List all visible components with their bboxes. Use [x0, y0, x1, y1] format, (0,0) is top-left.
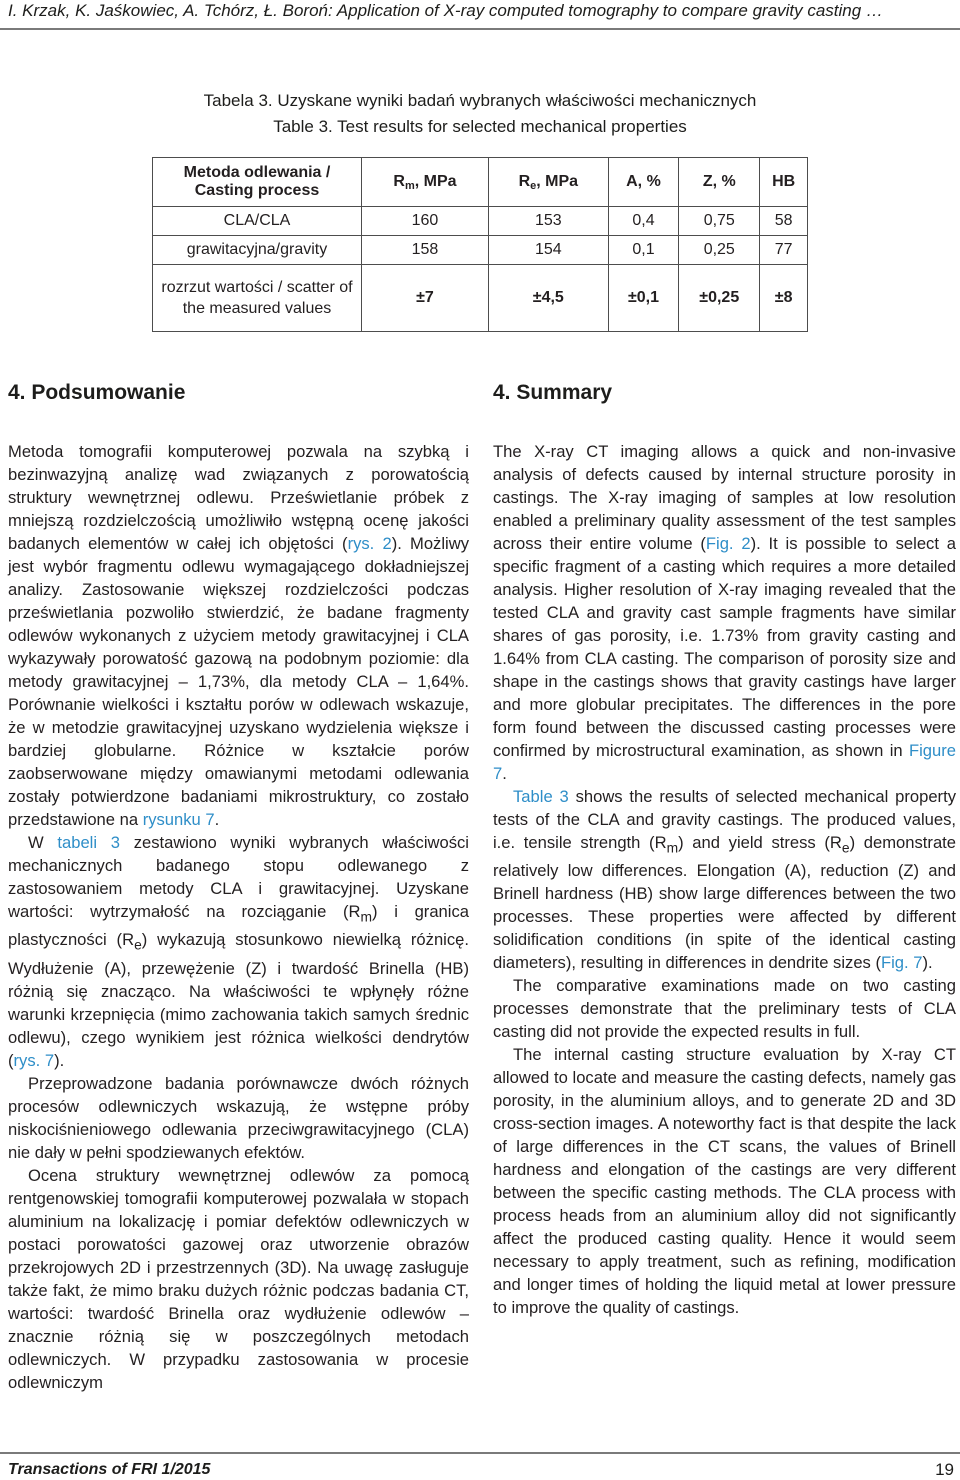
- page-number: 19: [935, 1460, 954, 1479]
- table-row: [153, 236, 808, 265]
- section-title-pl: 4. Podsumowanie: [8, 381, 186, 404]
- cell-re: 153: [488, 207, 608, 236]
- text-run: ).: [54, 1050, 65, 1070]
- cell-re: 154: [488, 236, 608, 265]
- header-re-symbol: R: [518, 172, 531, 190]
- text-run: ) wykazują stosunkowo niewielką różnicę. Wydłużenie (A), przewężenie (Z) i twardość Brinella (HB) różnią się znacząco. Na właściwości te wpłynęły różne warunki krzepnięcia (mimo zachowania takich samych średnic odlewu), czego wynikiem jest różnica wielkości dendrytów (: [8, 930, 469, 1070]
- text-run: W: [28, 833, 58, 852]
- header-z: Z, %: [679, 158, 760, 207]
- cell-z: 0,75: [679, 207, 760, 236]
- cell-rm: 160: [362, 207, 489, 236]
- summary-column-en: [493, 440, 956, 1319]
- header-rm: [362, 158, 489, 207]
- paragraph: Ocena struktury wewnętrznej odlewów za pomocą rentgenowskiej tomografii komputerowej pozwalała w stopach aluminium na lokalizację i pomiar defektów odlewniczych w postaci porowatości gazowej oraz utworzenie obrazów przekrojowych 2D i przestrzennych (3D). Na uwagę zasługuje także fakt, że mimo braku dużych różnic podczas badania CT, wartości: twardość Brinella oraz wydłużenie odlewów – znacznie różnią się w poszczególnych metodach odlewniczych. W przypadku zastosowania w procesie odlewniczym: [8, 1165, 469, 1392]
- text-run: ) and yield stress (R: [678, 833, 842, 852]
- text-run: .: [502, 764, 507, 783]
- text-run: shows the results of selected mechanical property tests of the CLA and gravity castings. The produced values, i.e. tensile strength (R: [493, 787, 956, 852]
- figure-reference-link[interactable]: rysunku 7: [142, 810, 215, 829]
- running-title: I. Krzak, K. Jaśkowiec, A. Tchórz, Ł. Boroń: Application of X-ray computed tomography to compare gravity casting …: [8, 1, 883, 20]
- text-run: The X-ray CT imaging allows a quick and non-invasive analysis of defects caused by internal structure porosity in castings. The X-ray imaging of samples at low resolution enabled a preliminary quality assessment of the test samples across their entire volume (: [493, 442, 956, 553]
- text-run: ). It is possible to select a specific fragment of a casting which requires a more detailed analysis. Higher resolution of X-ray imaging revealed that the tested CLA and gravity cast sample fragments have similar shares of gas porosity, i.e. 1.73% from gravity casting and 1.64% from CLA casting. The comparison of porosity size and shape in the castings shows that gravity castings have larger and more globular precipitates. The differences in the pore form found between the discussed casting processes were confirmed by microstructural examination, as shown in: [493, 534, 956, 760]
- cell-hb: ±8: [760, 265, 808, 332]
- header-rm-unit: , MPa: [414, 172, 457, 190]
- table-caption-en: Table 3. Test results for selected mechanical properties: [273, 117, 687, 136]
- table-caption-pl: Tabela 3. Uzyskane wyniki badań wybranych właściwości mechanicznych: [203, 91, 757, 110]
- text-run: ) i granica plastyczności (R: [8, 902, 470, 950]
- row-label: rozrzut wartości / scatter of the measured values: [153, 265, 362, 332]
- cell-hb: 77: [760, 236, 808, 265]
- table-row: [153, 207, 808, 236]
- header-casting-process: Metoda odlewania / Casting process: [153, 158, 362, 207]
- table-header-row: [153, 158, 808, 207]
- table-reference-link[interactable]: tabeli 3: [57, 833, 120, 852]
- paragraph: [8, 440, 469, 831]
- cell-z: 0,25: [679, 236, 760, 265]
- subscript: m: [360, 908, 373, 925]
- header-rm-symbol: R: [393, 172, 405, 190]
- table-row-scatter: [153, 265, 808, 332]
- header-rm-subscript: m: [404, 179, 415, 192]
- header-hb: HB: [760, 158, 808, 207]
- cell-z: ±0,25: [679, 265, 760, 332]
- figure-reference-link[interactable]: rys. 7: [13, 1050, 55, 1070]
- cell-re: ±4,5: [488, 265, 608, 332]
- text-run: Metoda tomografii komputerowej pozwala na szybką i bezinwazyjną analizę wad związanych z porowatością struktury wewnętrznej odlewu. Prześwietlanie próbek z mniejszą rozdzielczością umożliwiło wstępną ocenę jakości badanych elementów w całej ich objętości (: [8, 442, 469, 553]
- section-title-en: 4. Summary: [493, 381, 613, 404]
- header-re-subscript: e: [530, 179, 537, 192]
- cell-a: 0,1: [608, 236, 679, 265]
- paragraph: [8, 831, 469, 1072]
- summary-column-pl: [8, 440, 469, 1394]
- cell-a: ±0,1: [608, 265, 679, 332]
- subscript: e: [841, 839, 850, 856]
- figure-reference-link[interactable]: rys. 2: [347, 534, 392, 553]
- cell-rm: 158: [362, 236, 489, 265]
- journal-name: Transactions of FRI 1/2015: [8, 1461, 211, 1478]
- text-run: ).: [922, 953, 933, 973]
- cell-a: 0,4: [608, 207, 679, 236]
- paragraph: The internal casting structure evaluation by X-ray CT allowed to locate and measure the casting defects, namely gas porosity, in the aluminium alloys, and to generate 2D and 3D cross-section images. A noteworthy fact is that despite the lack of large differences in the CT scans, the values of Brinell hardness and elongation of the castings are very different between the specific casting methods. The CLA process with process heads from an aluminium alloy did not significantly affect the produced casting quality. Hence it would seem necessary to apply treatment, such as refining, modification and longer times of holding the liquid metal at lower pressure to improve the quality of castings.: [493, 1045, 956, 1318]
- text-run: zestawiono wyniki wybranych właściwości mechanicznych badanego stopu odlewanego z zastosowaniem metody CLA i grawitacyjnej. Uzyskane wartości: wytrzymałość na rozciąganie (R: [8, 833, 469, 921]
- paragraph: Przeprowadzone badania porównawcze dwóch różnych procesów odlewniczych wskazują, że wstępne próby niskociśnieniowego odlewania przeciwgrawitacyjnego (CLA) nie dały w pełni spodziewanych efektów.: [8, 1073, 469, 1162]
- text-run: ) demonstrate relatively low differences. Elongation (A), reduction (Z) and Brinell hardness (HB) show large differences between the two processes. These properties were affected by different solidification conditions (in spite of the identical casting diameters), resulting in differences in dendrite sizes (: [493, 833, 957, 973]
- figure-reference-link[interactable]: Figure 7: [493, 741, 956, 783]
- header-re-unit: , MPa: [536, 172, 579, 190]
- paragraph: [493, 785, 956, 974]
- figure-reference-link[interactable]: Fig. 7: [880, 953, 923, 973]
- table-reference-link[interactable]: Table 3: [513, 787, 569, 806]
- header-a: A, %: [608, 158, 679, 207]
- row-label: CLA/CLA: [153, 207, 362, 236]
- mechanical-properties-table: [152, 157, 808, 332]
- text-run: .: [214, 810, 220, 829]
- cell-hb: 58: [760, 207, 808, 236]
- running-header: [0, 0, 960, 26]
- subscript: e: [134, 936, 142, 953]
- paragraph: The comparative examinations made on two casting processes demonstrate that the preliminary tests of CLA casting did not provide the expected results in full.: [493, 976, 956, 1042]
- subscript: m: [666, 839, 679, 856]
- figure-reference-link[interactable]: Fig. 2: [705, 534, 751, 553]
- header-divider: [0, 28, 960, 30]
- cell-rm: ±7: [362, 265, 489, 332]
- row-label: grawitacyjna/gravity: [153, 236, 362, 265]
- text-run: ). Możliwy jest wybór fragmentu odlewu wymagającego dokładniejszej analizy. Zastosowanie większej rozdzielczości podczas prześwietlania pozwoliło stwierdzić, że badane fragmenty odlewów wykonanych z użyciem metody grawitacyjnej i CLA wykazywały porowatość gazową na podobnym poziomie: dla metody grawitacyjnej – 1,73%, dla metody CLA – 1,64%. Porównanie wielkości i kształtu porów w odlewach wskazuje, że w metodzie grawitacyjnej uzyskano wydzielenia większe i bardziej globularne. Różnice w kształcie porów zaobserwowane między omawianymi metodami odlewania zostały potwierdzone badaniami mikrostruktury, co zostało przedstawione na: [8, 534, 470, 829]
- footer-divider: [0, 1452, 960, 1454]
- header-re: [488, 158, 608, 207]
- paragraph: [493, 440, 956, 785]
